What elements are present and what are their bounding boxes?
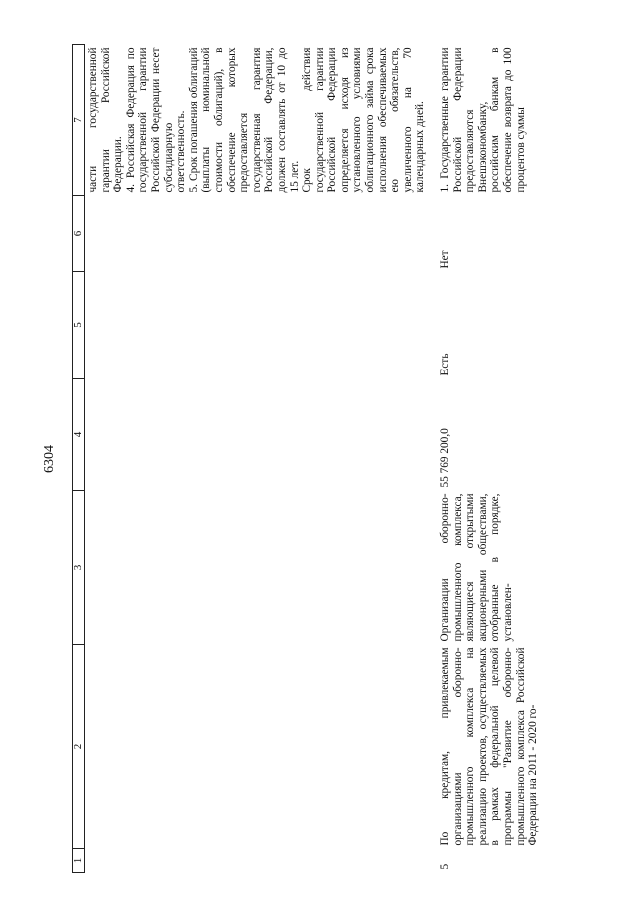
purpose-cell: По кредитам, привлекаемым организациями оборонно-промышленного комплекса на реализацию проектов, осуществляемых в рамках федеральной целевой программы "Развитие оборонно-промышленного комплекса Российской Федерации на 2011 - 2020 го- [439, 647, 540, 846]
conditions-paragraph: части государственной гарантии Российской Федерации. [87, 47, 125, 193]
amount-cell: 55 769 200,0 [439, 428, 452, 488]
column-header: 6 [73, 196, 85, 272]
collateral-cell: Нет [439, 250, 452, 269]
column-header: 7 [73, 45, 85, 196]
recourse-cell: Есть [439, 353, 452, 376]
column-number-row [73, 45, 85, 873]
column-header: 5 [73, 272, 85, 379]
row-number: 5 [439, 863, 452, 870]
conditions-cell [85, 45, 430, 196]
principal-cell: Организации оборонно-промышленного комплекса, являющиеся открытыми акционерными обществами, отобранные в порядке, установлен- [439, 493, 514, 642]
column-header: 3 [73, 491, 85, 645]
page-number: 6304 [42, 445, 57, 473]
table-row [85, 45, 430, 873]
column-header: 2 [73, 645, 85, 849]
conditions-cell: 1. Государственные гарантии Российской Федерации предоставляются Внешэкономбанку, российским банкам в обеспечение возврата до 100 процентов суммы [439, 47, 527, 193]
guarantees-table [72, 44, 542, 873]
conditions-paragraph: Срок действия государственной гарантии Российской Федерации определяется исходя из установленного условиями облигационного займа срока исполнения обеспечиваемых ею обязательств, увеличенного на 70 календарных дней. [301, 47, 427, 193]
column-header: 1 [73, 849, 85, 873]
table-row [437, 45, 542, 873]
conditions-paragraph: 4. Российская Федерация по государственной гарантии Российской Федерации несет субсидиарную ответственность. [124, 47, 188, 193]
column-header: 4 [73, 379, 85, 491]
conditions-paragraph: 5. Срок погашения облигаций (выплаты номинальной стоимости облигаций), в обеспечение которых предоставляется государственная гарантия Российской Федерации, должен составлять от 10 до 15 лет. [187, 47, 301, 193]
